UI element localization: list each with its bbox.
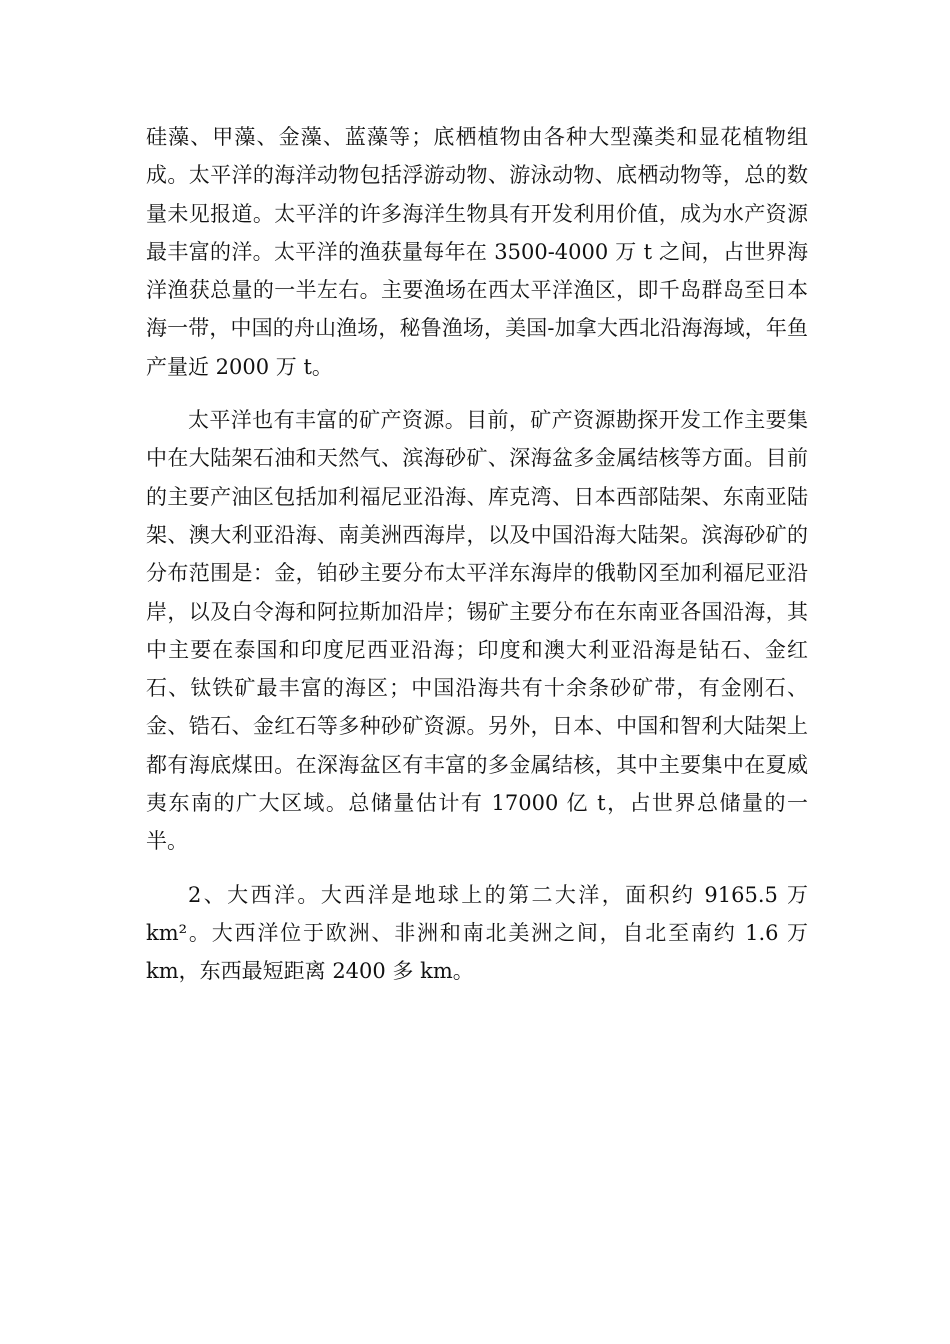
paragraph-marine-life: 硅藻、甲藻、金藻、蓝藻等；底栖植物由各种大型藻类和显花植物组成。太平洋的海洋动物包括浮游动物、游泳动物、底栖动物等，总的数量未见报道。太平洋的许多海洋生物具有开发利用价值，成为水产资源最丰富的洋。太平洋的渔获量每年在 3500-4000 万 t 之间，占世界海洋渔获总量的一半左右。主要渔场在西太平洋渔区，即千岛群岛至日本海一带，中国的舟山渔场，秘鲁渔场，美国-加拿大西北沿海海域，年鱼产量近 2000 万 t。 <box>146 125 808 379</box>
paragraph-mineral-resources: 太平洋也有丰富的矿产资源。目前，矿产资源勘探开发工作主要集中在大陆架石油和天然气、滨海砂矿、深海盆多金属结核等方面。目前的主要产油区包括加利福尼亚沿海、库克湾、日本西部陆架、东南亚陆架、澳大利亚沿海、南美洲西海岸，以及中国沿海大陆架。滨海砂矿的分布范围是：金，铂砂主要分布太平洋东海岸的俄勒冈至加利福尼亚沿岸，以及白令海和阿拉斯加沿岸；锡矿主要分布在东南亚各国沿海，其中主要在泰国和印度尼西亚沿海；印度和澳大利亚沿海是钻石、金红石、钛铁矿最丰富的海区；中国沿海共有十余条砂矿带，有金刚石、金、锆石、金红石等多种砂矿资源。另外，日本、中国和智利大陆架上都有海底煤田。在深海盆区有丰富的多金属结核，其中主要集中在夏威夷东南的广大区域。总储量估计有 17000 亿 t，占世界总储量的一半。 <box>146 408 808 854</box>
paragraph-atlantic-ocean: 2、大西洋。大西洋是地球上的第二大洋，面积约 9165.5 万 km²。大西洋位于欧洲、非洲和南北美洲之间，自北至南约 1.6 万 km，东西最短距离 2400 多 km。 <box>146 882 808 984</box>
document-body <box>146 118 808 991</box>
